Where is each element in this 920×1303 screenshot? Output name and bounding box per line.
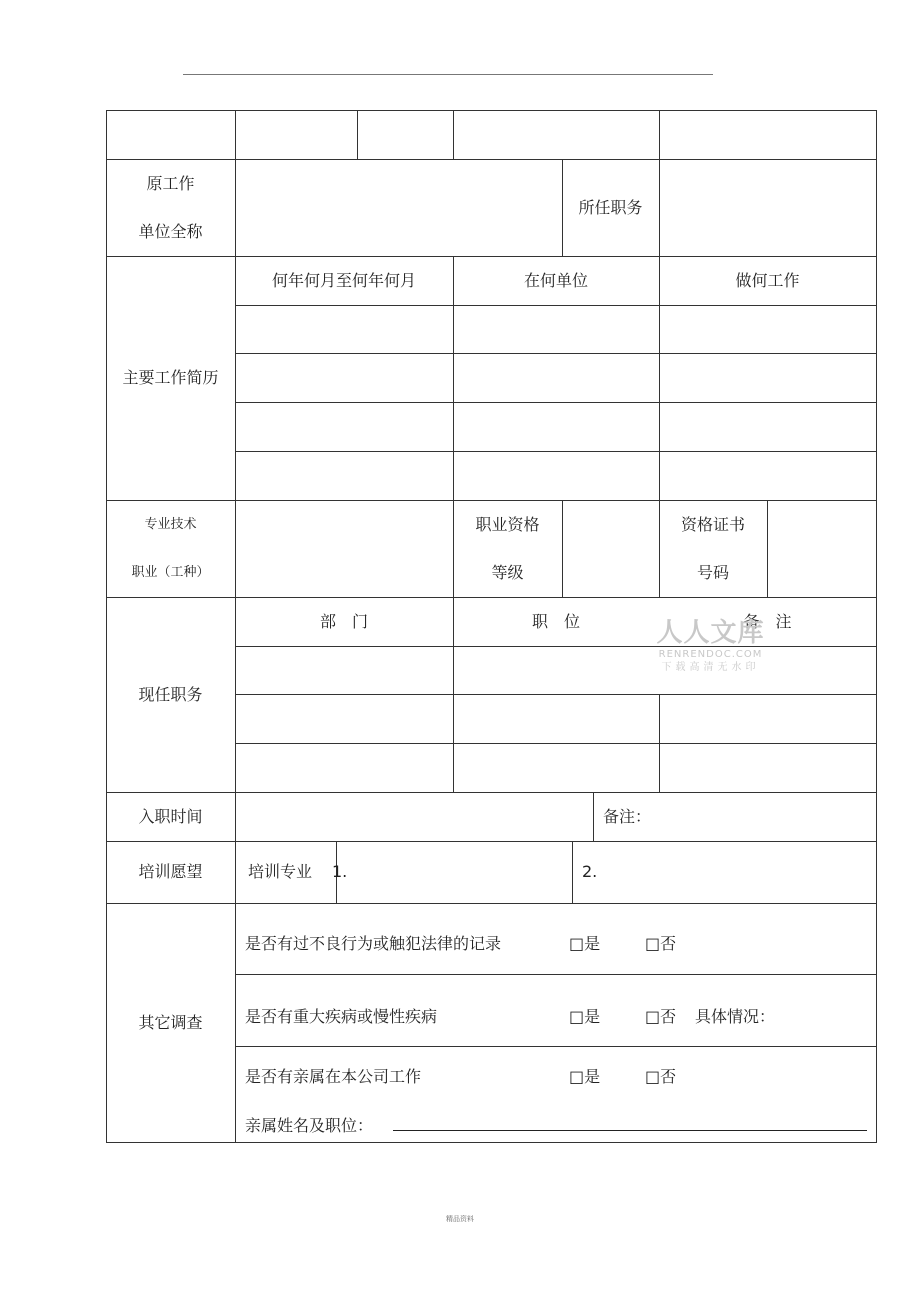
- row-divider: [235, 353, 877, 354]
- prev-position-field[interactable]: [659, 159, 876, 256]
- row-divider: [235, 451, 877, 452]
- work-history-col-period: 何年何月至何年何月: [271, 270, 416, 290]
- prev-employer-label-line2: 单位全称: [138, 221, 203, 241]
- current-col-dept: 部 门: [319, 611, 368, 631]
- col-divider: [659, 694, 660, 792]
- certificate-number-field[interactable]: [767, 500, 876, 597]
- illness-detail-label: 具体情况：: [695, 1007, 776, 1026]
- relatives-no-checkbox[interactable]: □否: [645, 1067, 677, 1086]
- watermark-title: 人人文库: [656, 618, 765, 648]
- row-divider: [235, 402, 877, 403]
- work-history-col-company: 在何单位: [523, 270, 588, 290]
- question-relatives: 是否有亲属在本公司工作: [245, 1067, 422, 1086]
- qualification-level-label: [453, 500, 562, 597]
- watermark-subtitle: 下载高清无水印: [661, 662, 760, 673]
- watermark-url: RENRENDOC.COM: [658, 649, 763, 660]
- certificate-label-line2: 号码: [696, 562, 729, 582]
- relatives-name-label: 亲属姓名及职位：: [245, 1116, 374, 1135]
- training-option-1[interactable]: 1.: [332, 862, 348, 881]
- other-survey-label: 其它调查: [138, 1012, 203, 1032]
- entry-note-label: 备注：: [603, 806, 652, 826]
- row-divider: [235, 694, 877, 695]
- page-footer: 精品资料: [446, 1215, 474, 1223]
- table-border-right: [876, 110, 877, 1142]
- table-border-bottom: [106, 1142, 877, 1143]
- relatives-name-field[interactable]: [393, 1130, 867, 1131]
- certificate-label-line1: 资格证书: [680, 514, 745, 534]
- prev-position-label: 所任职务: [578, 197, 643, 217]
- question-criminal-record: 是否有过不良行为或触犯法律的记录: [245, 934, 502, 953]
- work-history-label: 主要工作简历: [122, 368, 219, 387]
- training-option-2[interactable]: 2.: [582, 862, 598, 881]
- header-rule: [183, 74, 713, 75]
- question-illness: 是否有重大疾病或慢性疾病: [245, 1007, 438, 1026]
- row-divider: [235, 305, 877, 306]
- certificate-number-label: [659, 500, 767, 597]
- prev-employer-field[interactable]: [235, 159, 562, 256]
- tech-occupation-label-line2: 职业（工种）: [131, 564, 210, 580]
- illness-no-checkbox[interactable]: □否: [645, 1007, 677, 1026]
- entry-date-label: 入职时间: [138, 806, 203, 826]
- training-major-label: 培训专业: [248, 862, 313, 881]
- tech-occupation-label-line1: 专业技术: [144, 516, 197, 532]
- tech-occupation-label: [106, 500, 235, 597]
- row-divider: [235, 646, 877, 647]
- training-label: 培训愿望: [138, 862, 203, 881]
- current-position-label: 现任职务: [138, 684, 203, 704]
- row-divider: [235, 743, 877, 744]
- qualification-level-field[interactable]: [562, 500, 659, 597]
- col-divider: [357, 110, 358, 159]
- entry-date-field[interactable]: [235, 792, 593, 841]
- criminal-no-checkbox[interactable]: □否: [645, 934, 677, 953]
- tech-occupation-field[interactable]: [235, 500, 453, 597]
- table-border-top: [106, 110, 877, 111]
- current-col-position: 职 位: [531, 611, 580, 631]
- relatives-yes-checkbox[interactable]: □是: [569, 1067, 601, 1086]
- prev-employer-label: [106, 159, 235, 256]
- prev-employer-label-line1: 原工作: [146, 173, 195, 193]
- work-history-col-job: 做何工作: [735, 270, 800, 290]
- current-col-note: 备 注: [743, 611, 792, 631]
- criminal-yes-checkbox[interactable]: □是: [569, 934, 601, 953]
- col-divider: [659, 110, 660, 159]
- col-divider: [453, 110, 454, 159]
- qualification-label-line2: 等级: [491, 562, 524, 582]
- qualification-label-line1: 职业资格: [475, 514, 540, 534]
- row-divider: [235, 1046, 877, 1047]
- illness-yes-checkbox[interactable]: □是: [569, 1007, 601, 1026]
- row-divider: [235, 974, 877, 975]
